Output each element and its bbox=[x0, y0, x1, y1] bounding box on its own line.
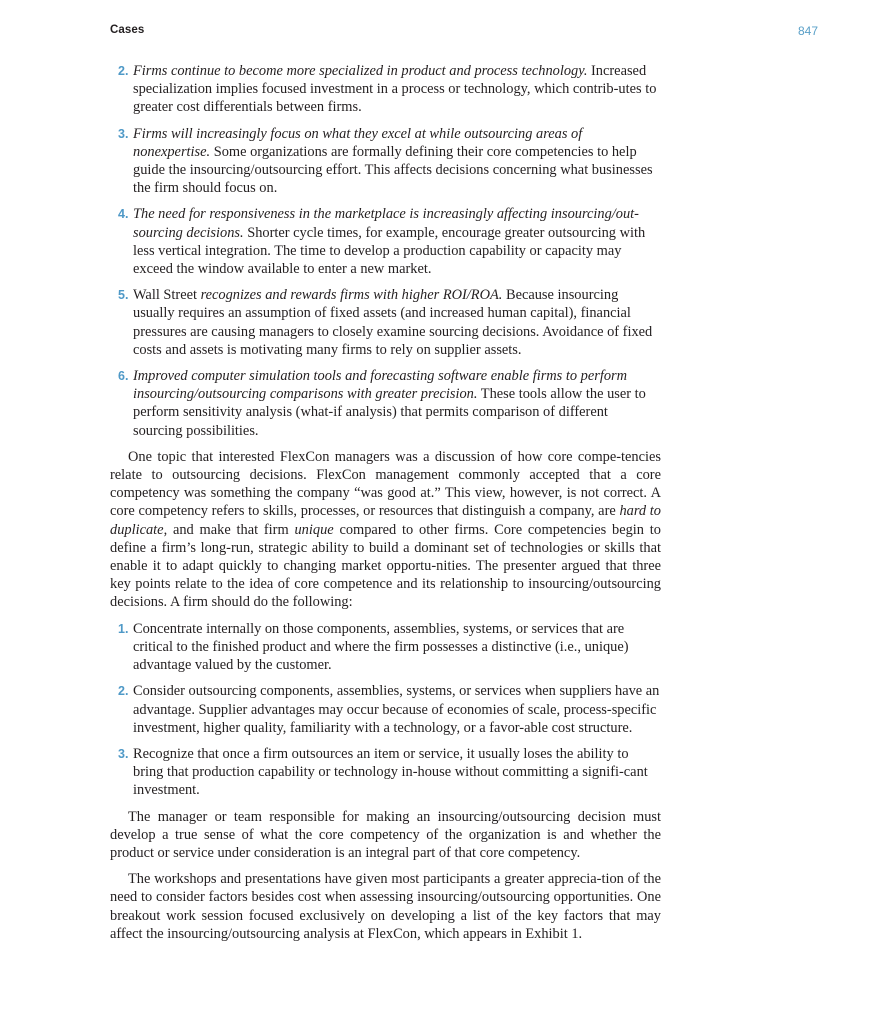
core-competency-paragraph bbox=[110, 448, 661, 612]
page-body bbox=[110, 62, 661, 951]
paragraph-emphasis: hard to duplicate bbox=[110, 503, 661, 538]
list-item-number: 2. bbox=[118, 64, 129, 78]
list-item-text: Consider outsourcing components, assemblies, systems, or services when suppliers have an advantage. Supplier advantages may occur because of economies of scale, process-specific investment, higher quality, familiarity with a technology, or a favor-able cost structure. bbox=[133, 683, 660, 736]
list-item-number: 3. bbox=[118, 126, 129, 141]
list-item bbox=[110, 367, 661, 440]
list-item bbox=[110, 745, 661, 800]
paragraph-emphasis: unique bbox=[294, 521, 334, 538]
list-item bbox=[110, 62, 661, 117]
list-item-number: 6. bbox=[118, 369, 129, 384]
list-item-emphasis: Firms continue to become more specialized in product and process technology. bbox=[133, 63, 588, 79]
list-item bbox=[110, 125, 661, 198]
list-item-text: Some organizations are formally defining their core competencies to help guide the insourcing/outsourcing effort. This affects decisions concerning what businesses the firm should focus on. bbox=[133, 143, 653, 197]
section-title: Cases bbox=[110, 24, 145, 36]
list-item-text: Recognize that once a firm outsources an item or service, it usually loses the ability to bring that production capability or technology in-house without committing a signifi-cant investment. bbox=[133, 745, 648, 799]
list-item-number: 4. bbox=[118, 207, 129, 222]
list-item-text: Increased specialization implies focused investment in a process or technology, which contrib-utes to greater cost differentials between firms. bbox=[133, 63, 657, 116]
list-item-number: 2. bbox=[118, 684, 129, 699]
list-item-lead: Wall Street bbox=[133, 287, 201, 304]
paragraph-text: compared to other firms. Core competencies begin to define a firm’s long-run, strategic ability to build a dominant set of technologies or skills that enable it to adapt quickly to changing market opportu-nities. The presenter argued that three key points relate to the idea of core competence and its relationship to insourcing/outsourcing decisions. A firm should do the following: bbox=[110, 521, 662, 611]
page-number: 847 bbox=[797, 24, 818, 38]
list-item-text: These tools allow the user to perform sensitivity analysis (what-if analysis) that permits comparison of different sourcing possibilities. bbox=[133, 386, 646, 439]
list-item bbox=[110, 682, 661, 737]
core-competence-list bbox=[110, 620, 661, 800]
list-item bbox=[110, 286, 661, 359]
list-item-emphasis: Firms will increasingly focus on what they excel at while outsourcing areas of nonexpertise. bbox=[133, 125, 583, 160]
list-item-emphasis: recognizes and rewards firms with higher ROI/ROA. bbox=[200, 287, 503, 304]
list-item bbox=[110, 620, 661, 675]
paragraph-text: , and make that firm bbox=[163, 521, 295, 538]
list-item-number: 5. bbox=[118, 288, 129, 303]
decision-team-paragraph: The manager or team responsible for making an insourcing/outsourcing decision must develop a true sense of what the core competency of the organization is and whether the product or service under consideration is an integral part of that core competency. bbox=[110, 808, 661, 861]
list-item-emphasis: Improved computer simulation tools and forecasting software enable firms to perform insourcing/outsourcing comparisons with greater precision. bbox=[133, 368, 628, 403]
trend-list bbox=[110, 62, 661, 440]
list-item-number: 3. bbox=[118, 746, 129, 761]
list-item bbox=[110, 205, 661, 278]
list-item-emphasis: The need for responsiveness in the marketplace is increasingly affecting insourcing/out-sourcing decisions. bbox=[133, 206, 639, 241]
list-item-text: Shorter cycle times, for example, encourage greater outsourcing with less vertical integration. The time to develop a production capability or capacity may exceed the window available to enter a new market. bbox=[133, 224, 646, 278]
workshops-paragraph: The workshops and presentations have given most participants a greater apprecia-tion of the need to consider factors besides cost when assessing insourcing/outsourcing opportunities. One breakout work session focused exclusively on developing a list of the key factors that may affect the insourcing/outsourcing analysis at FlexCon, which appears in Exhibit 1. bbox=[110, 871, 661, 942]
list-item-number: 1. bbox=[118, 621, 129, 636]
list-item-text: Because insourcing usually requires an assumption of fixed assets (and increased human capital), financial pressures are causing managers to closely examine sourcing decisions. Avoidance of fixed costs and assets is motivating many firms to rely on supplier assets. bbox=[133, 287, 653, 358]
list-item-text: Concentrate internally on those components, assemblies, systems, or services that are critical to the finished product and where the firm possesses a distinctive (i.e., unique) advantage valued by the customer. bbox=[133, 620, 629, 674]
paragraph-text: One topic that interested FlexCon managers was a discussion of how core compe-tencies relate to outsourcing decisions. FlexCon management commonly accepted that a core competency was something the company “was good at.” This view, however, is not correct. A core competency refers to skills, processes, or resources that distinguish a company, are bbox=[110, 448, 661, 520]
page-header bbox=[110, 24, 818, 42]
